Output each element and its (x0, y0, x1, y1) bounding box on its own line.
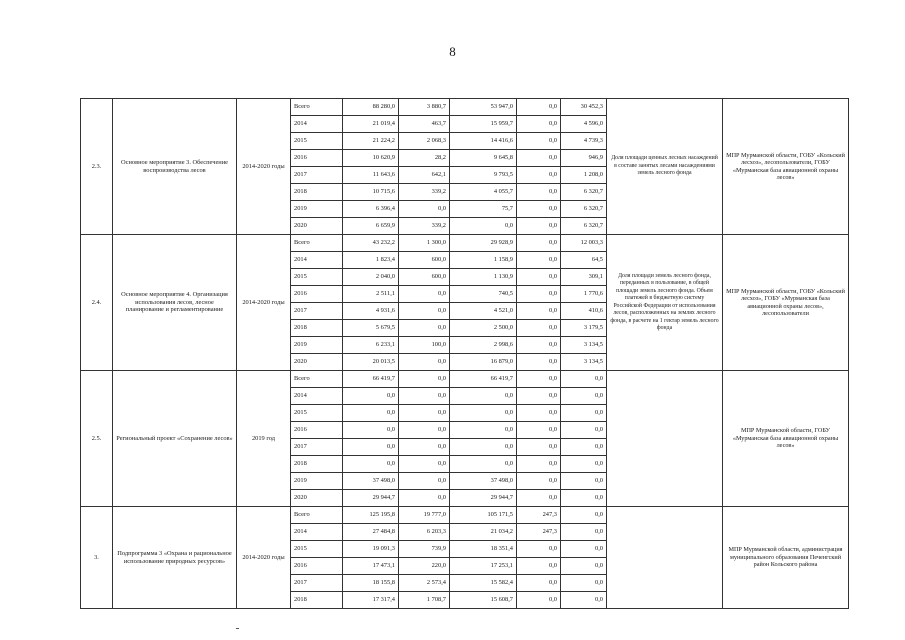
value-cell: 29 928,9 (450, 235, 517, 252)
value-cell: 0,0 (450, 456, 517, 473)
year-cell: Всего (291, 371, 343, 388)
value-cell: 463,7 (399, 116, 450, 133)
value-cell: 4 055,7 (450, 184, 517, 201)
year-cell: 2016 (291, 422, 343, 439)
value-cell: 247,3 (517, 507, 561, 524)
value-cell: 0,0 (399, 303, 450, 320)
year-cell: 2017 (291, 439, 343, 456)
value-cell: 0,0 (561, 541, 607, 558)
year-cell: 2019 (291, 473, 343, 490)
value-cell: 15 608,7 (450, 592, 517, 609)
value-cell: 53 947,0 (450, 99, 517, 116)
value-cell: 1 823,4 (343, 252, 399, 269)
value-cell: 14 416,6 (450, 133, 517, 150)
budget-table (80, 98, 849, 609)
value-cell: 0,0 (399, 320, 450, 337)
value-cell: 17 317,4 (343, 592, 399, 609)
period: 2019 год (237, 371, 291, 507)
value-cell: 21 034,2 (450, 524, 517, 541)
value-cell: 2 068,3 (399, 133, 450, 150)
period: 2014-2020 годы (237, 99, 291, 235)
measure-name: Основное мероприятие 4. Организация использования лесов, лесное планирование и регламентирование (113, 235, 237, 371)
value-cell: 247,3 (517, 524, 561, 541)
measure-name: Основное мероприятие 3. Обеспечение воспроизводства лесов (113, 99, 237, 235)
year-cell: Всего (291, 507, 343, 524)
value-cell: 0,0 (343, 388, 399, 405)
value-cell: 0,0 (450, 422, 517, 439)
value-cell: 0,0 (343, 422, 399, 439)
value-cell: 3 880,7 (399, 99, 450, 116)
year-cell: 2018 (291, 184, 343, 201)
value-cell: 6 659,9 (343, 218, 399, 235)
executor: МПР Мурманской области, ГОБУ «Кольский лесхоз», лесопользователи, ГОБУ «Мурманская база авиационной охраны лесов» (723, 99, 849, 235)
value-cell: 0,0 (517, 133, 561, 150)
value-cell: 410,6 (561, 303, 607, 320)
value-cell: 0,0 (517, 473, 561, 490)
value-cell: 15 959,7 (450, 116, 517, 133)
value-cell: 339,2 (399, 184, 450, 201)
year-cell: 2017 (291, 303, 343, 320)
value-cell: 0,0 (561, 592, 607, 609)
value-cell: 1 708,7 (399, 592, 450, 609)
value-cell: 6 396,4 (343, 201, 399, 218)
value-cell: 88 280,0 (343, 99, 399, 116)
value-cell: 66 419,7 (450, 371, 517, 388)
value-cell: 0,0 (561, 473, 607, 490)
executor: МПР Мурманской области, ГОБУ «Мурманская база авиационной охраны лесов» (723, 371, 849, 507)
year-cell: 2015 (291, 133, 343, 150)
year-cell: 2017 (291, 575, 343, 592)
value-cell: 0,0 (517, 184, 561, 201)
year-cell: 2016 (291, 558, 343, 575)
value-cell: 0,0 (517, 490, 561, 507)
year-cell: 2019 (291, 201, 343, 218)
value-cell: 2 500,0 (450, 320, 517, 337)
value-cell: 125 195,8 (343, 507, 399, 524)
value-cell: 0,0 (399, 201, 450, 218)
value-cell: 0,0 (517, 116, 561, 133)
value-cell: 3 134,5 (561, 354, 607, 371)
year-cell: 2017 (291, 167, 343, 184)
value-cell: 0,0 (517, 235, 561, 252)
indicator: Доля площади земель лесного фонда, переданных в пользование, в общей площади земель лесного фонда. Объем платежей в бюджетную систему Российской Федерации от использования лесов, расположенных на землях лесного фонда, в расчете на 1 гектар земель лесного фонда (607, 235, 723, 371)
value-cell: 0,0 (561, 490, 607, 507)
value-cell: 0,0 (517, 405, 561, 422)
value-cell: 0,0 (517, 201, 561, 218)
value-cell: 0,0 (450, 388, 517, 405)
value-cell: 19 777,0 (399, 507, 450, 524)
value-cell: 1 130,9 (450, 269, 517, 286)
value-cell: 0,0 (517, 388, 561, 405)
value-cell: 105 171,5 (450, 507, 517, 524)
value-cell: 10 715,6 (343, 184, 399, 201)
value-cell: 600,0 (399, 252, 450, 269)
value-cell: 6 203,3 (399, 524, 450, 541)
value-cell: 0,0 (561, 422, 607, 439)
value-cell: 6 233,1 (343, 337, 399, 354)
value-cell: 17 473,1 (343, 558, 399, 575)
value-cell: 43 232,2 (343, 235, 399, 252)
value-cell: 2 998,6 (450, 337, 517, 354)
value-cell: 0,0 (399, 371, 450, 388)
value-cell: 0,0 (399, 456, 450, 473)
value-cell: 0,0 (561, 456, 607, 473)
value-cell: 0,0 (561, 575, 607, 592)
page-number: 8 (449, 44, 456, 59)
year-cell: 2020 (291, 218, 343, 235)
value-cell: 0,0 (399, 354, 450, 371)
year-cell: 2018 (291, 456, 343, 473)
value-cell: 29 944,7 (343, 490, 399, 507)
value-cell: 0,0 (517, 354, 561, 371)
value-cell: 0,0 (517, 99, 561, 116)
value-cell: 0,0 (517, 150, 561, 167)
table-row (81, 99, 849, 116)
row-index: 2.4. (81, 235, 113, 371)
value-cell: 0,0 (517, 218, 561, 235)
value-cell: 19 091,3 (343, 541, 399, 558)
value-cell: 4 739,3 (561, 133, 607, 150)
value-cell: 4 596,0 (561, 116, 607, 133)
value-cell: 0,0 (517, 558, 561, 575)
value-cell: 0,0 (399, 388, 450, 405)
value-cell: 16 879,0 (450, 354, 517, 371)
value-cell: 0,0 (517, 286, 561, 303)
year-cell: 2015 (291, 269, 343, 286)
value-cell: 64,5 (561, 252, 607, 269)
value-cell: 0,0 (517, 592, 561, 609)
value-cell: 9 645,8 (450, 150, 517, 167)
value-cell: 0,0 (399, 439, 450, 456)
value-cell: 37 498,0 (450, 473, 517, 490)
value-cell: 0,0 (517, 252, 561, 269)
value-cell: 4 931,6 (343, 303, 399, 320)
value-cell: 100,0 (399, 337, 450, 354)
year-cell: 2014 (291, 388, 343, 405)
value-cell: 6 320,7 (561, 184, 607, 201)
year-cell: 2019 (291, 337, 343, 354)
year-cell: 2015 (291, 541, 343, 558)
value-cell: 10 620,9 (343, 150, 399, 167)
stray-mark (236, 628, 239, 629)
value-cell: 2 573,4 (399, 575, 450, 592)
value-cell: 1 770,6 (561, 286, 607, 303)
value-cell: 0,0 (561, 388, 607, 405)
value-cell: 20 013,5 (343, 354, 399, 371)
indicator (607, 507, 723, 609)
value-cell: 0,0 (517, 337, 561, 354)
value-cell: 0,0 (561, 439, 607, 456)
value-cell: 0,0 (561, 558, 607, 575)
value-cell: 2 511,1 (343, 286, 399, 303)
year-cell: 2015 (291, 405, 343, 422)
value-cell: 0,0 (517, 422, 561, 439)
table-row (81, 235, 849, 252)
value-cell: 17 253,1 (450, 558, 517, 575)
value-cell: 0,0 (343, 456, 399, 473)
value-cell: 0,0 (399, 405, 450, 422)
period: 2014-2020 годы (237, 235, 291, 371)
value-cell: 1 158,9 (450, 252, 517, 269)
year-cell: 2014 (291, 524, 343, 541)
value-cell: 66 419,7 (343, 371, 399, 388)
value-cell: 946,9 (561, 150, 607, 167)
value-cell: 0,0 (399, 473, 450, 490)
row-index: 2.3. (81, 99, 113, 235)
value-cell: 0,0 (517, 167, 561, 184)
value-cell: 3 134,5 (561, 337, 607, 354)
value-cell: 6 320,7 (561, 201, 607, 218)
value-cell: 0,0 (561, 371, 607, 388)
table-row (81, 507, 849, 524)
value-cell: 0,0 (450, 439, 517, 456)
value-cell: 21 224,2 (343, 133, 399, 150)
value-cell: 739,9 (399, 541, 450, 558)
value-cell: 0,0 (517, 320, 561, 337)
value-cell: 37 498,0 (343, 473, 399, 490)
indicator: Доля площади ценных лесных насаждений в составе занятых лесами насаждениями земель лесного фонда (607, 99, 723, 235)
year-cell: 2016 (291, 150, 343, 167)
measure-name: Региональный проект «Сохранение лесов» (113, 371, 237, 507)
year-cell: 2020 (291, 490, 343, 507)
value-cell: 12 003,3 (561, 235, 607, 252)
value-cell: 220,0 (399, 558, 450, 575)
value-cell: 27 484,8 (343, 524, 399, 541)
year-cell: 2020 (291, 354, 343, 371)
value-cell: 9 793,5 (450, 167, 517, 184)
value-cell: 0,0 (399, 490, 450, 507)
executor: МПР Мурманской области, администрация муниципального образования Печенгский район Кольского района (723, 507, 849, 609)
value-cell: 1 208,0 (561, 167, 607, 184)
value-cell: 0,0 (450, 405, 517, 422)
value-cell: 5 679,5 (343, 320, 399, 337)
value-cell: 6 320,7 (561, 218, 607, 235)
value-cell: 0,0 (517, 439, 561, 456)
value-cell: 15 582,4 (450, 575, 517, 592)
value-cell: 0,0 (343, 405, 399, 422)
period: 2014-2020 годы (237, 507, 291, 609)
value-cell: 309,1 (561, 269, 607, 286)
value-cell: 0,0 (561, 405, 607, 422)
value-cell: 28,2 (399, 150, 450, 167)
value-cell: 3 179,5 (561, 320, 607, 337)
measure-name: Подпрограмма 3 «Охрана и рациональное использование природных ресурсов» (113, 507, 237, 609)
value-cell: 740,5 (450, 286, 517, 303)
value-cell: 0,0 (399, 422, 450, 439)
value-cell: 11 643,6 (343, 167, 399, 184)
value-cell: 75,7 (450, 201, 517, 218)
value-cell: 18 155,8 (343, 575, 399, 592)
year-cell: 2018 (291, 320, 343, 337)
value-cell: 600,0 (399, 269, 450, 286)
indicator (607, 371, 723, 507)
value-cell: 1 300,0 (399, 235, 450, 252)
value-cell: 21 019,4 (343, 116, 399, 133)
value-cell: 0,0 (517, 575, 561, 592)
value-cell: 642,1 (399, 167, 450, 184)
value-cell: 0,0 (517, 371, 561, 388)
row-index: 3. (81, 507, 113, 609)
value-cell: 0,0 (450, 218, 517, 235)
value-cell: 0,0 (517, 541, 561, 558)
value-cell: 4 521,0 (450, 303, 517, 320)
value-cell: 0,0 (517, 303, 561, 320)
value-cell: 0,0 (343, 439, 399, 456)
value-cell: 0,0 (561, 507, 607, 524)
value-cell: 2 040,0 (343, 269, 399, 286)
value-cell: 30 452,3 (561, 99, 607, 116)
value-cell: 0,0 (561, 524, 607, 541)
executor: МПР Мурманской области, ГОБУ «Кольский лесхоз», ГОБУ «Мурманская база авиационной охраны лесов», лесопользователи (723, 235, 849, 371)
value-cell: 18 351,4 (450, 541, 517, 558)
row-index: 2.5. (81, 371, 113, 507)
year-cell: 2014 (291, 116, 343, 133)
value-cell: 0,0 (517, 456, 561, 473)
year-cell: 2016 (291, 286, 343, 303)
value-cell: 339,2 (399, 218, 450, 235)
value-cell: 0,0 (517, 269, 561, 286)
value-cell: 0,0 (399, 286, 450, 303)
value-cell: 29 944,7 (450, 490, 517, 507)
year-cell: 2018 (291, 592, 343, 609)
year-cell: Всего (291, 99, 343, 116)
table-row (81, 371, 849, 388)
year-cell: 2014 (291, 252, 343, 269)
year-cell: Всего (291, 235, 343, 252)
